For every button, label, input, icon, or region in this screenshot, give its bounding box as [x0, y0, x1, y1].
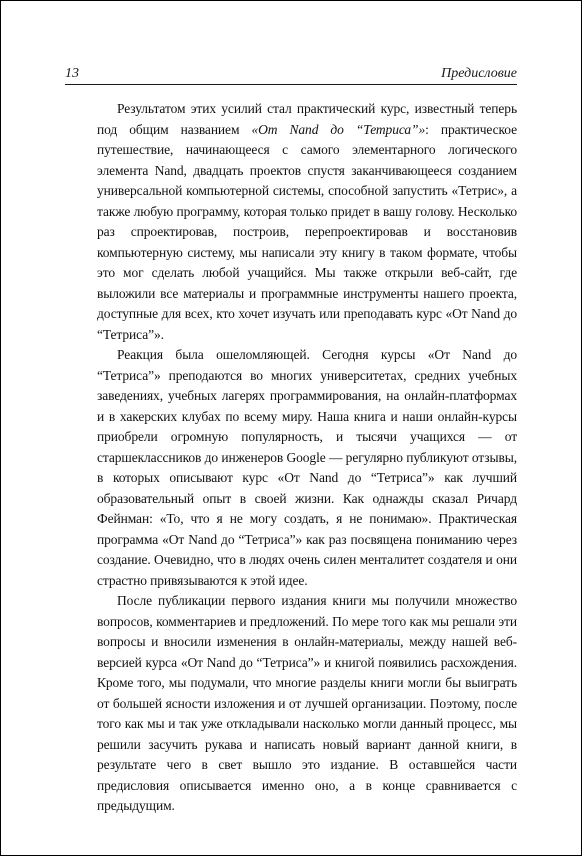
paragraph-1-rest: : практическое путешествие, начинающееся с самого элементарного логического элемента Nand, двадцать проектов спустя заканчивающееся созданием универсальной компьютерной системы, способной запустить «Тетрис», а также любую программу, которая только придет в вашу голову. Несколько раз спроектировав, построив, перепроектировав и восстановив компьютерную систему, мы написали эту книгу в таком формате, чтобы это мог сделать любой учащийся. Мы также открыли веб-сайт, где выложили все материалы и программные инструменты нашего проекта, доступные для всех, кто хочет изучать или преподавать курс «От Nand до “Тетриса”».	[97, 121, 517, 342]
paragraph-1	[97, 99, 517, 345]
header-rule	[65, 84, 517, 85]
running-head	[65, 66, 517, 82]
paragraph-2: Реакция была ошеломляющей. Сегодня курсы «От Nand до “Тетриса”» преподаются во многих университетах, средних учебных заведениях, учебных лагерях программирования, на онлайн-платформах и в хакерских клубах по всему миру. Наша книга и наши онлайн-курсы приобрели огромную популярность, и тысячи учащихся — от старшеклассников до инженеров Google — регулярно публикуют отзывы, в которых описывают курс «От Nand до “Тетриса”» как лучший образовательный опыт в своей жизни. Как однажды сказал Ричард Фейнман: «То, что я не могу создать, я не понимаю». Практическая программа «От Nand до “Тетриса”» как раз посвящена пониманию через создание. Очевидно, что в людях очень силен менталитет создателя и они страстно привязываются к этой идее.	[97, 347, 517, 588]
page-number: 13	[65, 66, 79, 81]
section-title: Предисловие	[441, 66, 517, 81]
paragraph-1-lead: Результатом этих усилий стал практический курс, известный теперь под общим названием	[97, 101, 517, 137]
body-text	[97, 99, 517, 817]
course-title: «От Nand до “Тетриса”»	[251, 121, 426, 137]
paragraph-3: После публикации первого издания книги мы получили множество вопросов, комментариев и предложений. По мере того как мы решали эти вопросы и вносили изменения в онлайн-материалы, между нашей веб-версией курса «От Nand до “Тетриса”» и книгой появились расхождения. Кроме того, мы подумали, что многие разделы книги могли бы выиграть от большей ясности изложения и от лучшей организации. Поэтому, после того как мы и так уже откладывали насколько могли данный процесс, мы решили засучить рукава и написать новый вариант данной книги, в результате чего в свет вышло это издание. В оставшейся части предисловия описывается именно оно, а в конце сравнивается с предыдущим.	[97, 593, 517, 813]
